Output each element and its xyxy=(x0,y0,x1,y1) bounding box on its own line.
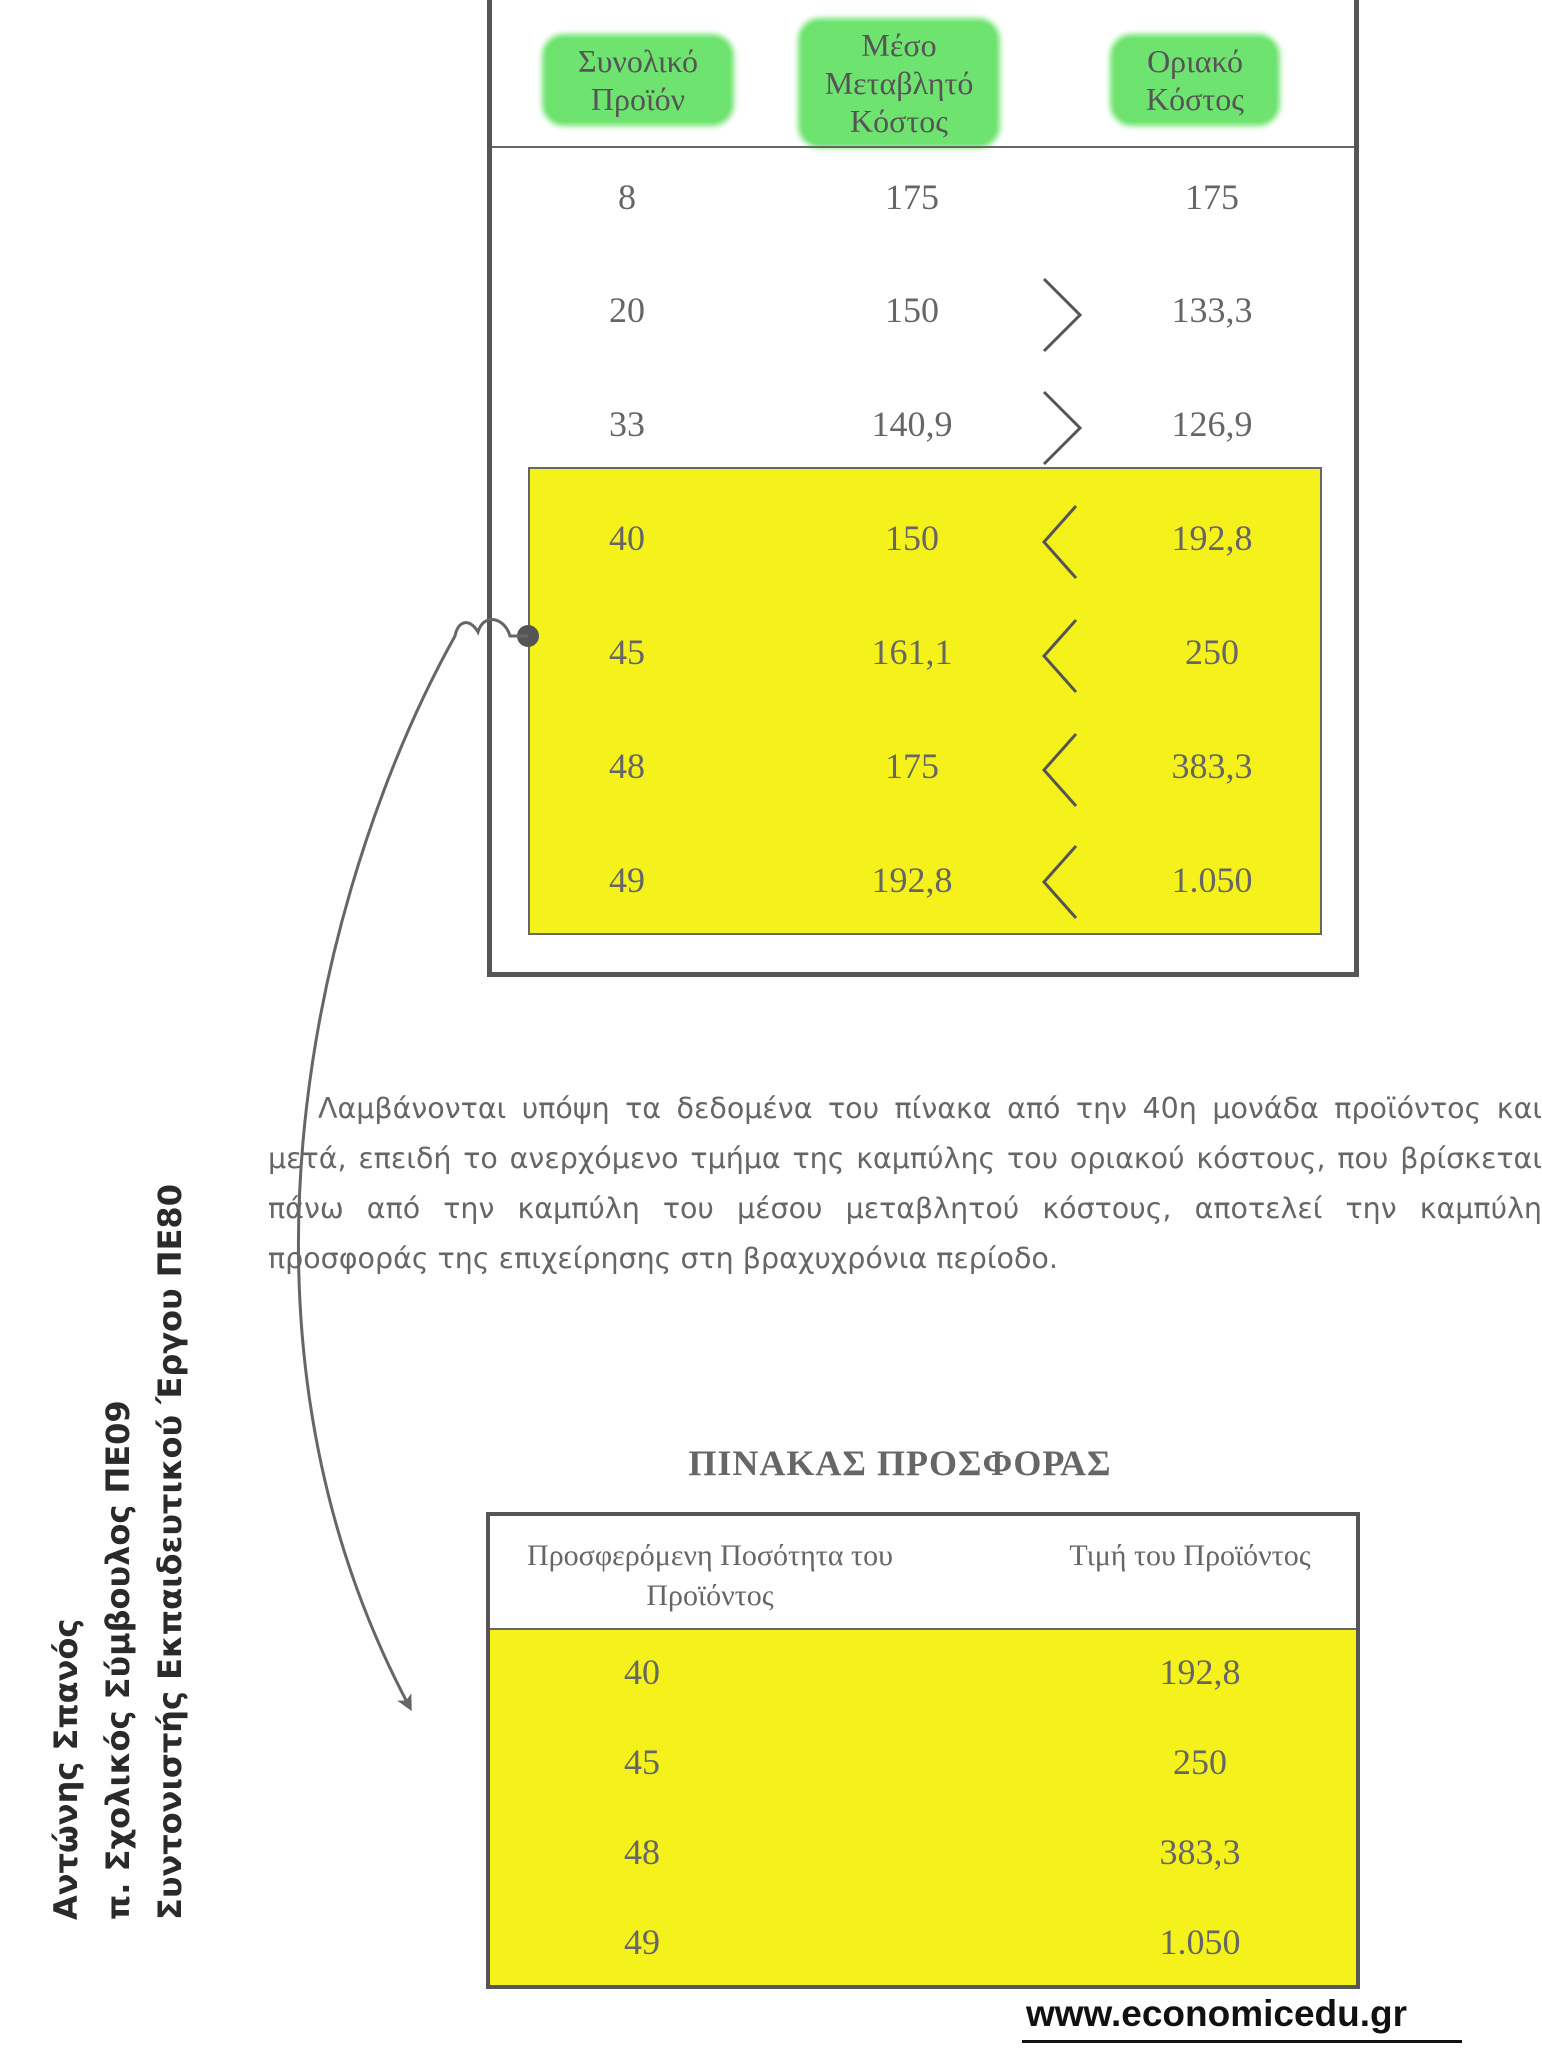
cell-quantity: 20 xyxy=(609,290,645,330)
cell-quantity: 48 xyxy=(609,746,645,786)
cell-mc: 175 xyxy=(1185,177,1239,217)
cell-avc: 150 xyxy=(885,518,939,558)
cell-quantity: 49 xyxy=(609,860,645,900)
supply-table xyxy=(486,1512,1360,1989)
less-than-icon xyxy=(1032,502,1092,582)
cell-avc: 175 xyxy=(885,746,939,786)
cell-avc: 140,9 xyxy=(871,404,953,444)
cell-price: 383,3 xyxy=(1159,1832,1241,1872)
cell-mc: 383,3 xyxy=(1171,746,1253,786)
cell-quantity: 45 xyxy=(624,1742,660,1782)
less-than-icon xyxy=(1032,730,1092,810)
cell-quantity: 40 xyxy=(624,1652,660,1692)
cell-price: 1.050 xyxy=(1159,1922,1241,1962)
author-title: π. Σχολικός Σύμβουλος ΠΕ09 xyxy=(99,1400,137,1920)
author-role: Συντονιστής Εκπαιδευτικού Έργου ΠΕ80 xyxy=(151,1184,189,1920)
greater-than-icon xyxy=(1032,388,1092,468)
cell-quantity: 8 xyxy=(618,177,636,217)
cell-avc: 175 xyxy=(885,177,939,217)
header-divider xyxy=(492,146,1354,148)
cell-price: 192,8 xyxy=(1159,1652,1241,1692)
cell-mc: 1.050 xyxy=(1171,860,1253,900)
author-credit xyxy=(40,1184,196,1920)
cost-table xyxy=(487,0,1359,977)
cell-mc: 192,8 xyxy=(1171,518,1253,558)
header-average-variable-cost: Μέσο Μεταβλητό Κόστος xyxy=(802,22,996,144)
cell-avc: 161,1 xyxy=(871,632,953,672)
less-than-icon xyxy=(1032,616,1092,696)
header-price: Τιμή του Προϊόντος xyxy=(1069,1539,1311,1572)
author-name: Αντώνης Σπανός xyxy=(47,1618,85,1920)
greater-than-icon xyxy=(1032,275,1092,355)
header-total-product: Συνολικό Προϊόν xyxy=(546,38,730,122)
cell-avc: 192,8 xyxy=(871,860,953,900)
header-quantity-supplied: Προσφερόμενη Ποσότητα του Προϊόντος xyxy=(527,1539,893,1612)
cell-quantity: 40 xyxy=(609,518,645,558)
cell-mc: 250 xyxy=(1185,632,1239,672)
less-than-icon xyxy=(1032,842,1092,922)
website-underline xyxy=(1022,2040,1462,2043)
website-link[interactable]: www.economicedu.gr xyxy=(1026,1993,1408,2034)
cell-price: 250 xyxy=(1173,1742,1227,1782)
header-marginal-cost: Οριακό Κόστος xyxy=(1114,38,1276,122)
cell-quantity: 48 xyxy=(624,1832,660,1872)
cell-quantity: 49 xyxy=(624,1922,660,1962)
cell-mc: 133,3 xyxy=(1171,290,1253,330)
cell-avc: 150 xyxy=(885,290,939,330)
cell-quantity: 45 xyxy=(609,632,645,672)
supply-table-title: ΠΙΝΑΚΑΣ ΠΡΟΣΦΟΡΑΣ xyxy=(688,1443,1112,1483)
cell-quantity: 33 xyxy=(609,404,645,444)
explanation-paragraph: Λαμβάνονται υπόψη τα δεδομένα του πίνακα από την 40η μονάδα προϊόντος και μετά, επειδή το ανερχόμενο τμήμα της καμπύλης του οριακού κόστους, που βρίσκεται πάνω από την καμπύλη του μέσου μεταβλητού κόστους, αποτελεί την καμπύλη προσφοράς της επιχείρησης στη βραχυχρόνια περίοδο. xyxy=(268,1092,1542,1275)
cell-mc: 126,9 xyxy=(1171,404,1253,444)
